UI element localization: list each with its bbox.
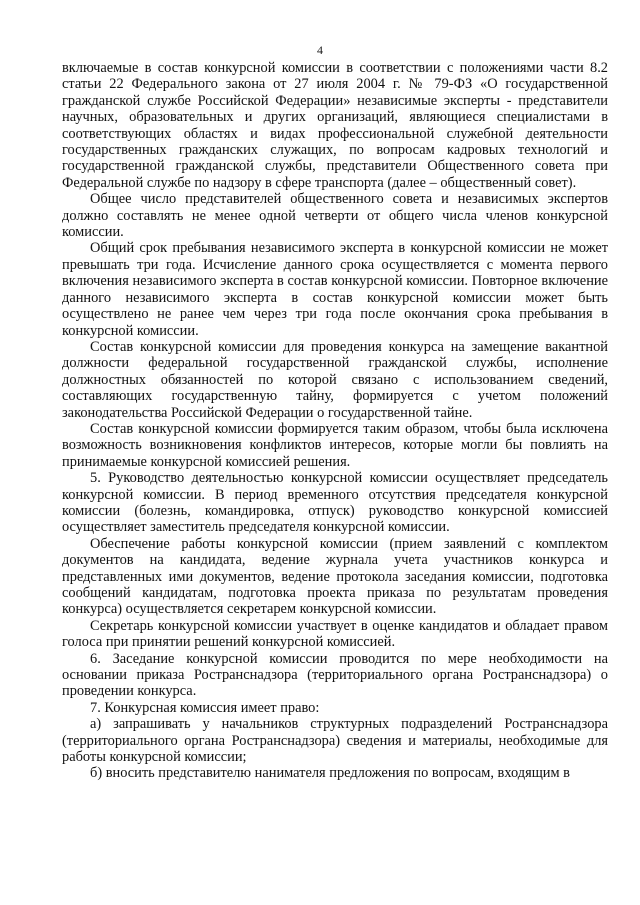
paragraph: Общий срок пребывания независимого эксперта в конкурсной комиссии не может превышать три года. Исчисление данного срока осуществляется с момента первого включения независимого эксперта в состав конкурсной комиссии. Повторное включение данного независимого эксперта в состав конкурсной комиссии может быть осуществлено не ранее чем через три года после окончания срока пребывания в конкурсной комиссии. [62,240,608,339]
paragraph: Состав конкурсной комиссии формируется таким образом, чтобы была исключена возможность возникновения конфликтов интересов, которые могли бы повлиять на принимаемые конкурсной комиссией решения. [62,420,608,470]
page-number: 4 [317,43,323,57]
document-body [62,60,608,782]
paragraph: Секретарь конкурсной комиссии участвует в оценке кандидатов и обладает правом голоса при принятии решений конкурсной комиссией. [62,617,608,651]
paragraph: Общее число представителей общественного совета и независимых экспертов должно составлять не менее одной четверти от общего числа членов конкурсной комиссии. [62,191,608,241]
paragraph: а) запрашивать у начальников структурных подразделений Ространснадзора (территориального органа Ространснадзора) сведения и материалы, необходимые для работы конкурсной комиссии; [62,716,608,766]
paragraph: б) вносить представителю нанимателя предложения по вопросам, входящим в [90,765,570,782]
paragraph: 7. Конкурсная комиссия имеет право: [90,699,320,716]
paragraph: 5. Руководство деятельностью конкурсной комиссии осуществляет председатель конкурсной комиссии. В период временного отсутствия председателя конкурсной комиссии (болезнь, командировка, отпуск) руководство конкурсной комиссией осуществляет заместитель председателя конкурсной комиссии. [62,470,608,536]
paragraph: Обеспечение работы конкурсной комиссии (прием заявлений с комплектом документов на кандидата, ведение журнала учета участников конкурса и представленных ими документов, ведение протокола заседания комиссии, подготовка сообщений кандидатам, подготовка проекта приказа по результатам проведения конкурса) осуществляется секретарем конкурсной комиссии. [62,535,608,618]
paragraph: включаемые в состав конкурсной комиссии в соответствии с положениями части 8.2 статьи 22 Федерального закона от 27 июля 2004 г. № 79-ФЗ «О государственной гражданской службе Российской Федерации» независимые эксперты - представители научных, образовательных и других организаций, являющиеся специалистами в соответствующих областях и видах профессиональной служебной деятельности государственных гражданских служащих, по вопросам кадровых технологий и государственной гражданской службы, представители Общественного совета при Федеральной службе по надзору в сфере транспорта (далее – общественный совет). [62,60,608,191]
paragraph: 6. Заседание конкурсной комиссии проводится по мере необходимости на основании приказа Ространснадзора (территориального органа Ространснадзора) о проведении конкурса. [62,650,608,700]
paragraph: Состав конкурсной комиссии для проведения конкурса на замещение вакантной должности федеральной государственной гражданской службы, исполнение должностных обязанностей по которой связано с использованием сведений, составляющих государственную тайну, формируется с учетом положений законодательства Российской Федерации о государственной тайне. [62,338,608,421]
